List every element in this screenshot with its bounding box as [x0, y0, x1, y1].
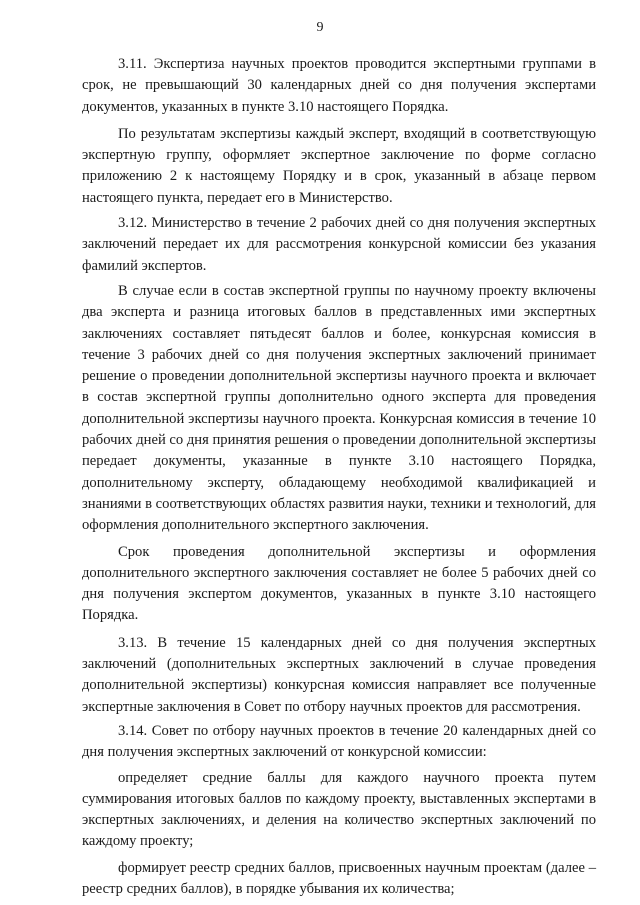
paragraph-3-12: 3.12. Министерство в течение 2 рабочих дней со дня получения экспертных заключений передает их для рассмотрения конкурсной комиссии без указания фамилий экспертов. — [82, 215, 596, 274]
paragraph-3-13: 3.13. В течение 15 календарных дней со дня получения экспертных заключений (дополнительных экспертных заключений в случае проведения дополнительной экспертизы) конкурсная комиссия направляет все полученные экспертные заключения в Совет по отбору научных проектов для рассмотрения. — [82, 634, 596, 715]
paragraph-3-11: 3.11. Экспертиза научных проектов проводится экспертными группами в срок, не превышающий 30 календарных дней со дня получения экспертами документов, указанных в пункте 3.10 настоящего Порядка. — [82, 56, 596, 115]
paragraph-score-registry: формирует реестр средних баллов, присвоенных научным проектам (далее – реестр средних баллов), в порядке убывания их количества; — [82, 859, 596, 897]
paragraph-additional-expertise: В случае если в состав экспертной группы по научному проекту включены два эксперта и разница итоговых баллов в представленных ими экспертных заключениях составляет пятьдесят баллов и более, конкурсная комиссия в течение 3 рабочих дней со дня получения экспертных заключений принимает решение о проведении дополнительной экспертизы научного проекта и включает в состав экспертной группы дополнительно одного эксперта для проведения дополнительной экспертизы научного проекта. Конкурсная комиссия в течение 10 рабочих дней со дня принятия решения о проведении дополнительной экспертизы передает документы, указанные в пункте 3.10 настоящего Порядка, дополнительному эксперту, обладающему необходимой квалификацией и знаниями в соответствующих областях развития науки, техники и технологий, для оформления дополнительного экспертного заключения. — [82, 282, 596, 534]
paragraph-3-14: 3.14. Совет по отбору научных проектов в течение 20 календарных дней со дня получения экспертных заключений от конкурсной комиссии: — [82, 722, 596, 761]
page-number: 9 — [316, 20, 324, 35]
paragraph-additional-term: Срок проведения дополнительной экспертизы и оформления дополнительного экспертного заключения составляет не более 5 рабочих дней со дня получения экспертом документов, указанных в пункте 3.10 настоящего Порядка. — [82, 543, 596, 624]
document-body — [82, 54, 596, 900]
paragraph-average-scores: определяет средние баллы для каждого научного проекта путем суммирования итоговых баллов по каждому проекту, выставленных экспертами в экспертных заключениях, и деления на количество экспертных заключений по каждому проекту; — [82, 769, 596, 850]
paragraph-expert-conclusion: По результатам экспертизы каждый эксперт, входящий в соответствующую экспертную группу, оформляет экспертное заключение по форме согласно приложению 2 к настоящему Порядку и в срок, указанный в абзаце первом настоящего пункта, передает его в Министерство. — [82, 125, 596, 206]
